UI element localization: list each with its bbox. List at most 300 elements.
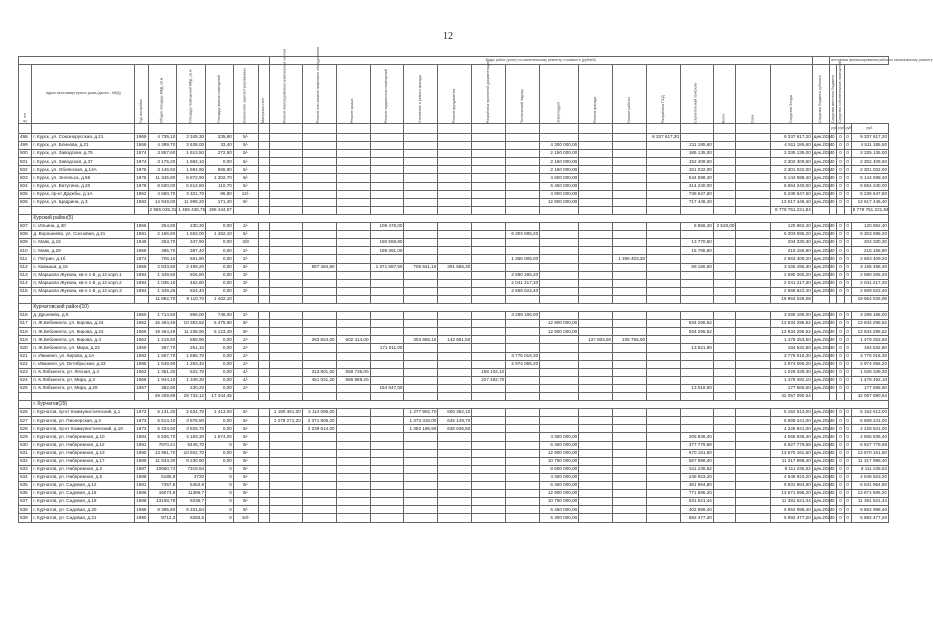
row-work-cost bbox=[336, 352, 370, 360]
table-cell bbox=[258, 344, 269, 352]
row-work-cost bbox=[438, 247, 472, 255]
row-work-cost bbox=[613, 158, 647, 166]
row-work-cost: 211 185,60 bbox=[680, 142, 713, 150]
table-cell bbox=[404, 393, 438, 401]
row-floors: 5/- bbox=[233, 263, 258, 271]
row-funding: 5 669 241,00 bbox=[851, 417, 888, 425]
table-cell bbox=[258, 360, 269, 368]
row-address: г. Курск, ул. Блинова, д.21 bbox=[32, 142, 135, 150]
row-address: с. Маяк, д.15 bbox=[32, 239, 135, 247]
table-row bbox=[19, 368, 889, 376]
row-work-cost: 402 998,40 bbox=[680, 506, 713, 514]
row-total-area: 254,80 bbox=[148, 223, 177, 231]
row-total-area: 4 735,10 bbox=[148, 134, 177, 142]
row-funding: 0 bbox=[837, 287, 844, 295]
row-work-cost bbox=[647, 409, 681, 417]
row-funding: 0 bbox=[837, 360, 844, 368]
row-work-cost bbox=[680, 134, 713, 142]
row-work-cost bbox=[579, 425, 613, 433]
row-work-cost bbox=[472, 360, 506, 368]
table-cell bbox=[233, 206, 258, 214]
row-work-cost bbox=[370, 482, 404, 490]
row-work-cost bbox=[336, 239, 370, 247]
row-work-cost bbox=[579, 514, 613, 522]
row-funding: 0 bbox=[837, 498, 844, 506]
row-floors: 5/- bbox=[233, 417, 258, 425]
row-premises-area: 10 602,70 bbox=[177, 449, 206, 457]
row-work-cost bbox=[370, 158, 404, 166]
row-floors: 3/- bbox=[233, 287, 258, 295]
row-premises-area: 387,40 bbox=[177, 247, 206, 255]
row-work-cost bbox=[613, 231, 647, 239]
table-row bbox=[19, 433, 889, 441]
row-funding: 0 bbox=[844, 506, 851, 514]
row-work-cost: 151 032,00 bbox=[680, 166, 713, 174]
row-work-cost bbox=[613, 134, 647, 142]
table-cell bbox=[736, 433, 771, 441]
row-work-cost bbox=[472, 457, 506, 465]
row-funding: 0 bbox=[830, 263, 837, 271]
row-work-cost: 89 186,50 bbox=[680, 263, 713, 271]
row-work-cost bbox=[540, 417, 579, 425]
row-total: 2 335 135,00 bbox=[771, 150, 812, 158]
row-living-area: 335,90 bbox=[206, 134, 234, 142]
row-work-cost bbox=[269, 255, 302, 263]
row-deadline: дек.2024 bbox=[812, 344, 829, 352]
row-work-cost bbox=[579, 498, 613, 506]
row-work-cost bbox=[472, 198, 506, 206]
row-deadline: дек.2024 bbox=[812, 239, 829, 247]
row-work-cost bbox=[713, 247, 736, 255]
row-premises-area: 1 686,70 bbox=[177, 352, 206, 360]
row-deadline: дек.2024 bbox=[812, 425, 829, 433]
row-work-cost bbox=[302, 498, 336, 506]
table-cell bbox=[258, 239, 269, 247]
row-premises-area: 6 331,84 bbox=[177, 506, 206, 514]
row-premises-area: 651,90 bbox=[177, 255, 206, 263]
row-work-cost: 2 041 217,30 bbox=[506, 279, 540, 287]
row-work-cost bbox=[506, 182, 540, 190]
row-work-cost bbox=[506, 368, 540, 376]
row-work-cost bbox=[269, 514, 302, 522]
header-cell: Всего bbox=[713, 65, 736, 124]
row-funding: 0 bbox=[837, 433, 844, 441]
row-work-cost bbox=[579, 352, 613, 360]
row-total: 1 479 253,50 bbox=[771, 336, 812, 344]
row-work-cost: 857 484,80 bbox=[302, 263, 336, 271]
row-year: 1975 bbox=[135, 166, 148, 174]
row-work-cost bbox=[404, 158, 438, 166]
row-work-cost bbox=[713, 465, 736, 473]
row-work-cost: 717 446,40 bbox=[680, 198, 713, 206]
row-work-cost bbox=[302, 328, 336, 336]
table-row bbox=[19, 328, 889, 336]
row-address: с. Ильина, д.30 bbox=[32, 223, 135, 231]
row-work-cost: 631 621,44 bbox=[680, 498, 713, 506]
row-work-cost bbox=[579, 142, 613, 150]
row-work-cost bbox=[472, 174, 506, 182]
header-cell bbox=[370, 124, 404, 134]
row-work-cost bbox=[472, 247, 506, 255]
row-total: 2 974 066,20 bbox=[771, 360, 812, 368]
row-work-cost bbox=[613, 441, 647, 449]
row-work-cost bbox=[269, 360, 302, 368]
row-total-area: 3 146,50 bbox=[148, 166, 177, 174]
row-funding: 0 bbox=[844, 409, 851, 417]
row-work-cost bbox=[713, 231, 736, 239]
table-cell bbox=[736, 457, 771, 465]
row-funding: 0 bbox=[830, 360, 837, 368]
row-living-area: 86,80 bbox=[206, 190, 234, 198]
row-work-cost bbox=[336, 287, 370, 295]
row-work-cost bbox=[540, 287, 579, 295]
table-cell bbox=[736, 482, 771, 490]
row-work-cost bbox=[506, 134, 540, 142]
row-work-cost bbox=[713, 166, 736, 174]
row-work-cost bbox=[269, 142, 302, 150]
row-funding: 2 041 217,30 bbox=[851, 279, 888, 287]
row-work-cost bbox=[579, 409, 613, 417]
row-work-cost: 670 161,60 bbox=[680, 449, 713, 457]
row-funding: 0 bbox=[830, 433, 837, 441]
row-funding: 0 bbox=[837, 352, 844, 360]
row-work-cost bbox=[579, 166, 613, 174]
table-cell bbox=[736, 328, 771, 336]
row-living-area: 0,00 bbox=[206, 279, 234, 287]
row-premises-area: 11 999,20 bbox=[177, 198, 206, 206]
row-number: 503 bbox=[19, 174, 32, 182]
row-work-cost bbox=[506, 239, 540, 247]
row-work-cost bbox=[506, 514, 540, 522]
table-row bbox=[19, 498, 889, 506]
row-work-cost: 142 681,50 bbox=[438, 336, 472, 344]
row-total: 4 565 836,40 bbox=[771, 433, 812, 441]
row-living-area: 0,00 bbox=[206, 247, 234, 255]
row-number: 526 bbox=[19, 409, 32, 417]
page-number: 12 bbox=[443, 31, 453, 42]
row-work-cost bbox=[613, 344, 647, 352]
row-total: 2 041 217,30 bbox=[771, 279, 812, 287]
row-funding: 120 862,40 bbox=[851, 223, 888, 231]
table-row bbox=[19, 158, 889, 166]
row-deadline: дек.2024 bbox=[812, 182, 829, 190]
row-work-cost bbox=[713, 384, 736, 392]
row-funding: 0 bbox=[837, 263, 844, 271]
row-work-cost bbox=[438, 223, 472, 231]
row-work-cost: 13 018,60 bbox=[680, 384, 713, 392]
row-work-cost bbox=[472, 255, 506, 263]
row-premises-area: 11396,7 bbox=[177, 490, 206, 498]
row-work-cost bbox=[404, 174, 438, 182]
row-work-cost bbox=[370, 360, 404, 368]
row-work-cost bbox=[613, 239, 647, 247]
row-work-cost bbox=[472, 328, 506, 336]
row-floors: 5/- bbox=[233, 134, 258, 142]
row-work-cost bbox=[404, 320, 438, 328]
row-work-cost bbox=[404, 498, 438, 506]
row-work-cost bbox=[579, 465, 613, 473]
row-premises-area: 230,20 bbox=[177, 384, 206, 392]
row-year: 1962 bbox=[135, 320, 148, 328]
row-work-cost bbox=[302, 441, 336, 449]
row-work-cost bbox=[506, 409, 540, 417]
row-living-area: 1 302,70 bbox=[206, 174, 234, 182]
row-number: 535 bbox=[19, 482, 32, 490]
header-cell bbox=[472, 124, 506, 134]
row-work-cost bbox=[438, 498, 472, 506]
row-number: 515 bbox=[19, 287, 32, 295]
row-funding: 0 bbox=[830, 473, 837, 481]
row-work-cost bbox=[269, 263, 302, 271]
row-funding: 0 bbox=[844, 368, 851, 376]
row-premises-area: 9236,7 bbox=[177, 498, 206, 506]
row-work-cost bbox=[404, 433, 438, 441]
row-work-cost: 2 150 000,00 bbox=[540, 166, 579, 174]
row-year: 1986 bbox=[135, 490, 148, 498]
row-work-cost bbox=[370, 465, 404, 473]
row-funding: 0 bbox=[844, 482, 851, 490]
row-funding: 6 831 964,80 bbox=[851, 482, 888, 490]
row-funding: 0 bbox=[844, 150, 851, 158]
row-floors: 9/- bbox=[233, 490, 258, 498]
table-cell bbox=[736, 449, 771, 457]
row-funding: 0 bbox=[844, 376, 851, 384]
header-cell bbox=[579, 124, 613, 134]
row-total-area: 1 035,10 bbox=[148, 279, 177, 287]
row-work-cost bbox=[302, 320, 336, 328]
row-work-cost bbox=[472, 223, 506, 231]
table-cell bbox=[370, 393, 404, 401]
row-funding: 0 bbox=[830, 506, 837, 514]
row-number: 499 bbox=[19, 142, 32, 150]
row-living-area: 1 413,00 bbox=[206, 409, 234, 417]
row-work-cost: 6 450 000,00 bbox=[540, 482, 579, 490]
row-work-cost bbox=[713, 417, 736, 425]
table-cell bbox=[736, 417, 771, 425]
row-work-cost: 414 240,00 bbox=[680, 182, 713, 190]
row-total-area: 5185,9 bbox=[148, 473, 177, 481]
row-floors: 2/- bbox=[233, 336, 258, 344]
table-row bbox=[19, 384, 889, 392]
row-work-cost bbox=[404, 384, 438, 392]
row-work-cost bbox=[302, 433, 336, 441]
row-total-area: 1 714,50 bbox=[148, 312, 177, 320]
row-total: 177 665,60 bbox=[771, 384, 812, 392]
row-total: 1 028 339,30 bbox=[771, 368, 812, 376]
row-work-cost bbox=[370, 198, 404, 206]
row-work-cost bbox=[269, 231, 302, 239]
row-work-cost bbox=[647, 263, 681, 271]
row-total: 120 862,40 bbox=[771, 223, 812, 231]
row-deadline: дек.2024 bbox=[812, 417, 829, 425]
row-number: 507 bbox=[19, 223, 32, 231]
row-funding: 0 bbox=[837, 465, 844, 473]
row-work-cost bbox=[472, 336, 506, 344]
row-funding: 0 bbox=[837, 150, 844, 158]
row-number: 510 bbox=[19, 247, 32, 255]
row-work-cost bbox=[438, 158, 472, 166]
row-address: п. К.Либкнехта, ул. Мира, д.29 bbox=[32, 384, 135, 392]
row-work-cost bbox=[579, 158, 613, 166]
row-work-cost bbox=[404, 441, 438, 449]
row-floors: 2/- bbox=[233, 360, 258, 368]
row-deadline: дек.2024 bbox=[812, 134, 829, 142]
row-year: 1959 bbox=[135, 344, 148, 352]
row-work-cost bbox=[404, 223, 438, 231]
row-work-cost bbox=[506, 482, 540, 490]
row-work-cost bbox=[579, 360, 613, 368]
row-floors: 5/- bbox=[233, 166, 258, 174]
row-work-cost bbox=[269, 312, 302, 320]
table-cell bbox=[736, 344, 771, 352]
row-total: 13 617 446,40 bbox=[771, 198, 812, 206]
row-deadline: дек.2024 bbox=[812, 433, 829, 441]
row-work-cost bbox=[370, 231, 404, 239]
row-number: 522 bbox=[19, 360, 32, 368]
row-work-cost bbox=[613, 312, 647, 320]
row-work-cost: 185 135,00 bbox=[680, 150, 713, 158]
table-cell bbox=[19, 303, 32, 311]
row-work-cost: 2 669 622,40 bbox=[506, 287, 540, 295]
row-work-cost bbox=[613, 409, 647, 417]
row-work-cost bbox=[506, 433, 540, 441]
row-deadline: дек.2024 bbox=[812, 360, 829, 368]
table-cell bbox=[19, 295, 32, 303]
row-work-cost bbox=[680, 409, 713, 417]
row-funding: 5 152 613,00 bbox=[851, 409, 888, 417]
row-premises-area: 858,90 bbox=[177, 336, 206, 344]
row-year: 1973 bbox=[135, 425, 148, 433]
row-work-cost bbox=[269, 336, 302, 344]
table-row bbox=[19, 490, 889, 498]
row-living-area: 0 bbox=[206, 490, 234, 498]
row-work-cost bbox=[370, 352, 404, 360]
table-cell bbox=[258, 368, 269, 376]
row-work-cost bbox=[269, 352, 302, 360]
row-work-cost bbox=[613, 166, 647, 174]
row-work-cost bbox=[472, 433, 506, 441]
row-total-area: 16074,9 bbox=[148, 490, 177, 498]
table-row bbox=[19, 150, 889, 158]
row-premises-area: 1 283,40 bbox=[177, 360, 206, 368]
row-total: 13 834 295,52 bbox=[771, 320, 812, 328]
row-work-cost bbox=[713, 255, 736, 263]
row-address: с. Маяк, д.28 bbox=[32, 247, 135, 255]
subtotal-area: 1 459 436,75 bbox=[177, 206, 206, 214]
row-total-area: 13158,78 bbox=[148, 498, 177, 506]
row-funding: 0 bbox=[830, 255, 837, 263]
row-work-cost bbox=[404, 376, 438, 384]
row-work-cost bbox=[438, 360, 472, 368]
row-deadline: дек.2024 bbox=[812, 368, 829, 376]
row-work-cost bbox=[472, 239, 506, 247]
row-funding: 0 bbox=[844, 287, 851, 295]
table-row bbox=[19, 482, 889, 490]
row-funding: 0 bbox=[844, 312, 851, 320]
table-cell bbox=[258, 498, 269, 506]
table-cell bbox=[472, 393, 506, 401]
table-cell bbox=[472, 206, 506, 214]
table-row bbox=[19, 231, 889, 239]
row-work-cost bbox=[404, 352, 438, 360]
row-funding: 2 669 622,40 bbox=[851, 287, 888, 295]
row-work-cost: 10 750 000,00 bbox=[540, 457, 579, 465]
row-work-cost bbox=[613, 376, 647, 384]
row-work-cost bbox=[404, 328, 438, 336]
row-total-area: 11 833,30 bbox=[148, 457, 177, 465]
header-cell: Ремонт подвальных помещений bbox=[370, 65, 404, 124]
row-deadline: дек.2024 bbox=[812, 449, 829, 457]
table-cell bbox=[736, 312, 771, 320]
row-floors: 5/- bbox=[233, 182, 258, 190]
table-cell bbox=[736, 134, 771, 142]
row-floors: 5/- bbox=[233, 473, 258, 481]
row-work-cost bbox=[613, 352, 647, 360]
row-work-cost bbox=[438, 433, 472, 441]
row-floors: 4/- bbox=[233, 368, 258, 376]
table-cell bbox=[837, 206, 844, 214]
row-work-cost bbox=[370, 142, 404, 150]
header-cell: Срок bbox=[736, 65, 771, 124]
row-floors: 9/- bbox=[233, 482, 258, 490]
row-work-cost bbox=[438, 239, 472, 247]
row-address: п. Ж.Бебинихта, ул. Кирова, д.4 bbox=[32, 336, 135, 344]
row-premises-area: 3 345,30 bbox=[177, 134, 206, 142]
row-year: 1983 bbox=[135, 198, 148, 206]
table-cell bbox=[736, 441, 771, 449]
row-deadline: дек.2024 bbox=[812, 279, 829, 287]
row-premises-area: 3720 bbox=[177, 473, 206, 481]
row-work-cost bbox=[472, 312, 506, 320]
row-floors: 5/- bbox=[233, 409, 258, 417]
row-work-cost bbox=[336, 312, 370, 320]
row-year: 1963 bbox=[135, 336, 148, 344]
row-work-cost bbox=[506, 465, 540, 473]
row-total: 2 580 265,20 bbox=[771, 271, 812, 279]
row-funding: 0 bbox=[837, 198, 844, 206]
row-work-cost bbox=[647, 457, 681, 465]
row-funding: 0 bbox=[844, 231, 851, 239]
row-work-cost bbox=[370, 490, 404, 498]
row-work-cost bbox=[302, 271, 336, 279]
row-work-cost bbox=[680, 279, 713, 287]
row-work-cost bbox=[579, 441, 613, 449]
row-number: 537 bbox=[19, 498, 32, 506]
row-work-cost bbox=[370, 328, 404, 336]
table-cell bbox=[258, 206, 269, 214]
row-work-cost bbox=[713, 198, 736, 206]
table-row bbox=[19, 271, 889, 279]
row-work-cost bbox=[370, 376, 404, 384]
header-cell: Разработка проектной документации bbox=[472, 65, 506, 124]
row-work-cost: 1 371 687,60 bbox=[370, 263, 404, 271]
row-work-cost bbox=[680, 336, 713, 344]
row-total: 11 317 998,40 bbox=[771, 457, 812, 465]
row-work-cost bbox=[438, 473, 472, 481]
row-address: п. Маршала Жукова, кв-л 1-й, д.12 корп.1 bbox=[32, 271, 135, 279]
row-floors: 9/- bbox=[233, 449, 258, 457]
table-cell bbox=[736, 287, 771, 295]
row-work-cost bbox=[472, 465, 506, 473]
row-deadline: дек.2024 bbox=[812, 247, 829, 255]
row-premises-area: 3 638,00 bbox=[177, 142, 206, 150]
row-work-cost bbox=[713, 190, 736, 198]
row-work-cost bbox=[506, 417, 540, 425]
row-address: г. Курчатов, ул. Садовая, д.18 bbox=[32, 498, 135, 506]
row-funding: 0 bbox=[837, 482, 844, 490]
row-work-cost bbox=[404, 279, 438, 287]
row-funding: 177 665,60 bbox=[851, 384, 888, 392]
